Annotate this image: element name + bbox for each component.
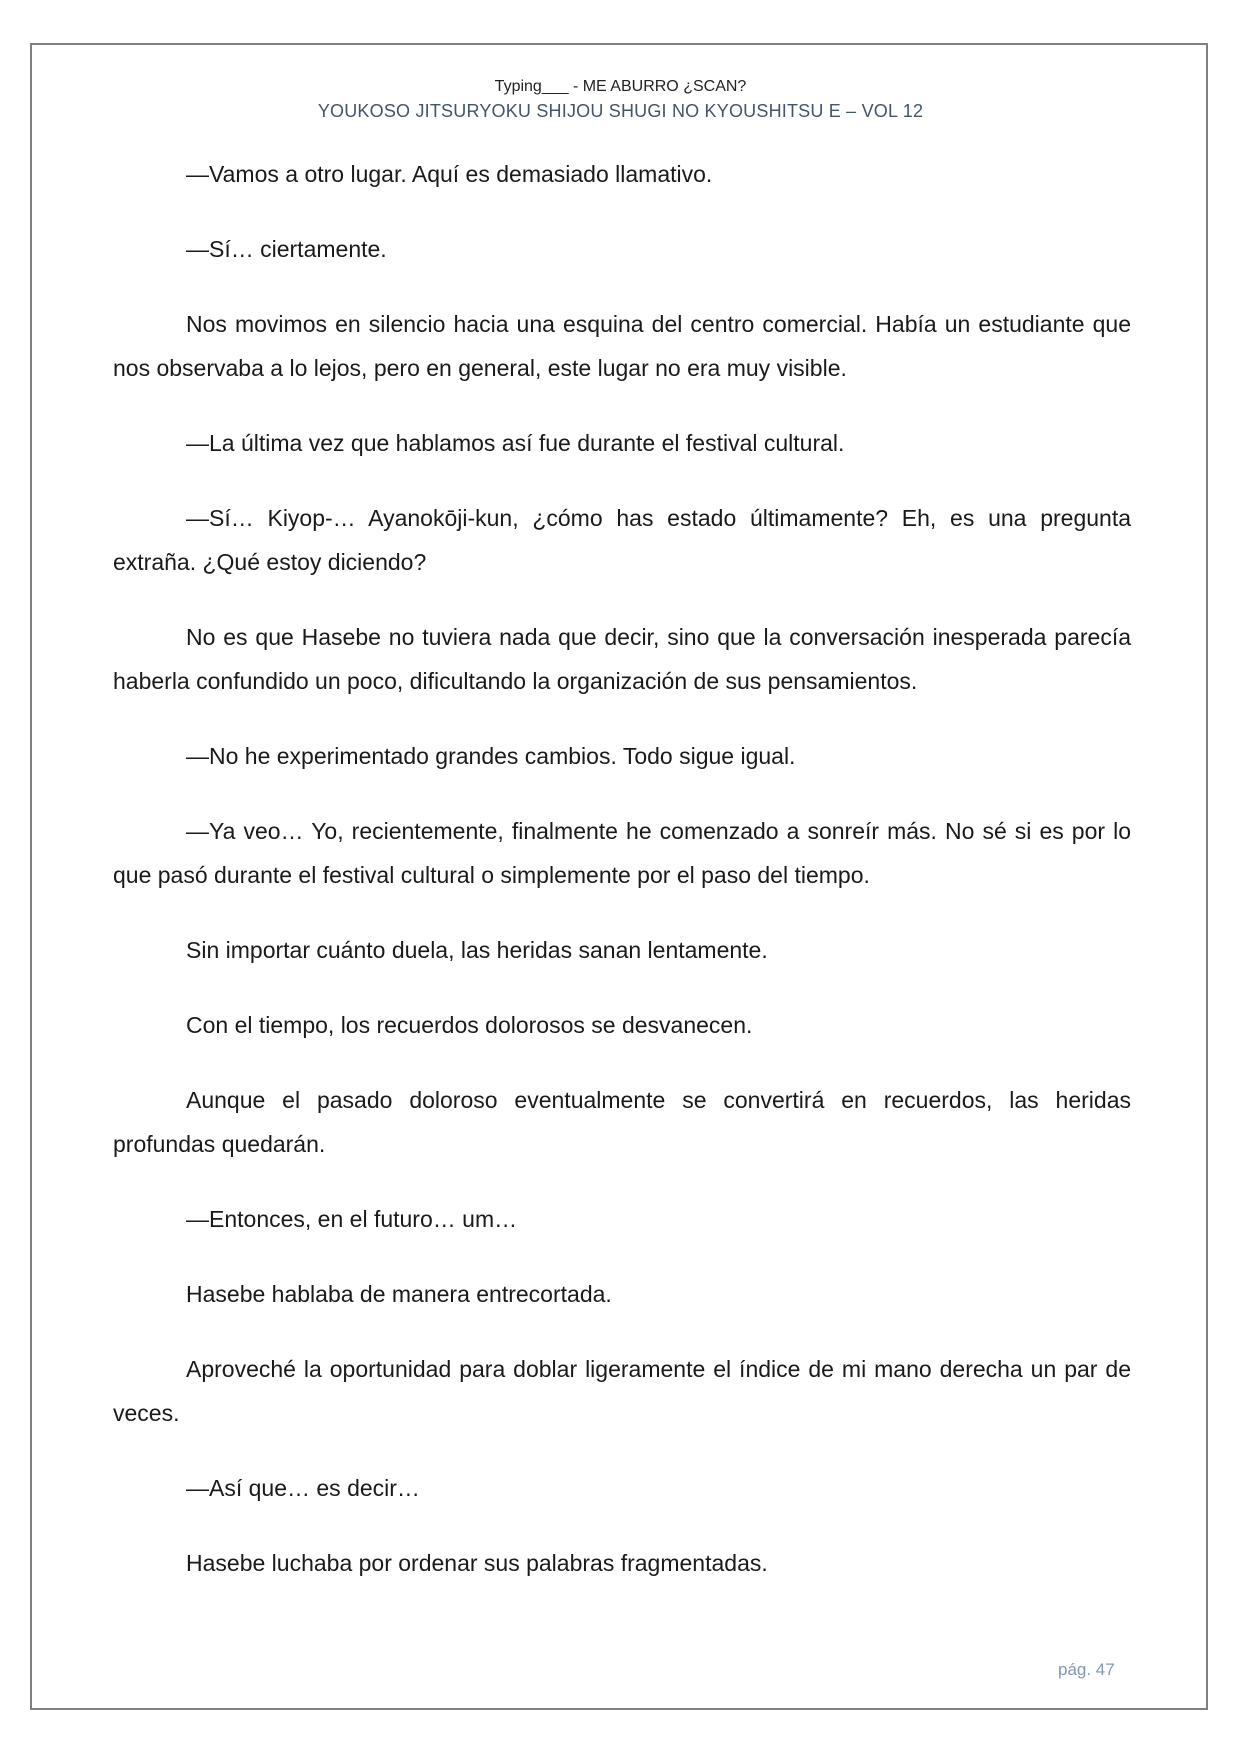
page-body	[113, 152, 1131, 1616]
page-header	[0, 76, 1241, 124]
header-title: YOUKOSO JITSURYOKU SHIJOU SHUGI NO KYOUSHITSU E – VOL 12	[317, 101, 924, 121]
paragraph: —Sí… Kiyop-… Ayanokōji-kun, ¿cómo has estado últimamente? Eh, es una pregunta extraña. ¿Qué estoy diciendo?	[113, 505, 1131, 575]
paragraph: No es que Hasebe no tuviera nada que decir, sino que la conversación inesperada parecía haberla confundido un poco, dificultando la organización de sus pensamientos.	[113, 624, 1131, 694]
paragraph: Hasebe luchaba por ordenar sus palabras fragmentadas.	[186, 1550, 768, 1576]
paragraph: —Entonces, en el futuro… um…	[186, 1206, 518, 1232]
paragraph: Con el tiempo, los recuerdos dolorosos se desvanecen.	[186, 1012, 753, 1038]
paragraph: —Sí… ciertamente.	[186, 236, 387, 262]
paragraph: Sin importar cuánto duela, las heridas sanan lentamente.	[186, 937, 768, 963]
paragraph: Nos movimos en silencio hacia una esquina del centro comercial. Había un estudiante que nos observaba a lo lejos, pero en general, este lugar no era muy visible.	[113, 311, 1131, 381]
paragraph: Aproveché la oportunidad para doblar ligeramente el índice de mi mano derecha un par de veces.	[113, 1356, 1131, 1426]
paragraph: Aunque el pasado doloroso eventualmente se convertirá en recuerdos, las heridas profundas quedarán.	[113, 1087, 1131, 1157]
paragraph: Hasebe hablaba de manera entrecortada.	[186, 1281, 612, 1307]
page-number: pág. 47	[1058, 1660, 1115, 1679]
paragraph: —No he experimentado grandes cambios. Todo sigue igual.	[186, 743, 796, 769]
paragraph: —Vamos a otro lugar. Aquí es demasiado llamativo.	[186, 161, 713, 187]
header-credit: Typing___ - ME ABURRO ¿SCAN?	[494, 78, 747, 95]
paragraph: —La última vez que hablamos así fue durante el festival cultural.	[186, 430, 845, 456]
paragraph: —Así que… es decir…	[186, 1475, 420, 1501]
paragraph: —Ya veo… Yo, recientemente, finalmente he comenzado a sonreír más. No sé si es por lo que pasó durante el festival cultural o simplemente por el paso del tiempo.	[113, 818, 1131, 888]
